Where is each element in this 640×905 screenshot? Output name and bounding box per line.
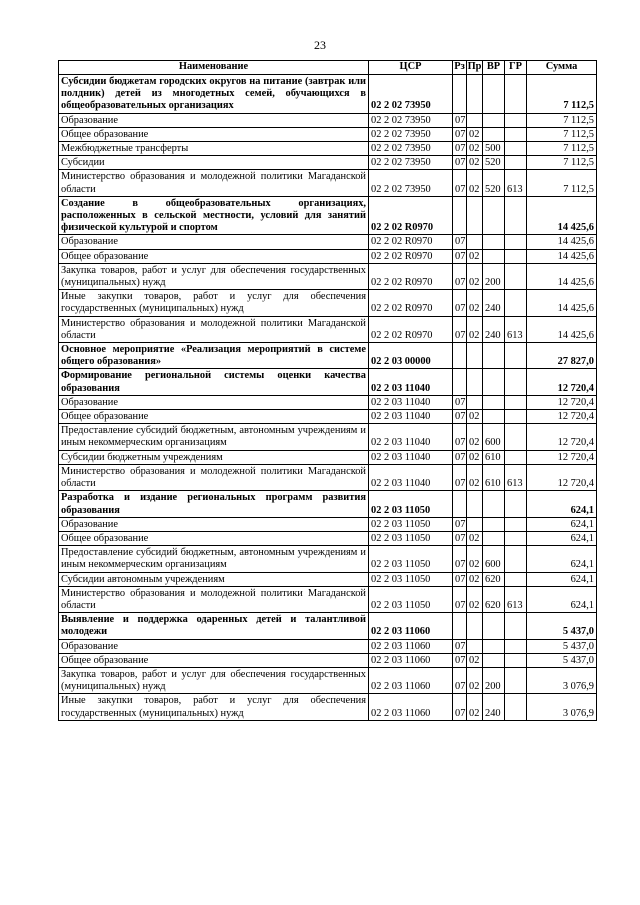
cell-pr: 02 [467,410,483,424]
cell-rz [453,613,467,639]
table-row [59,369,597,395]
cell-sum: 12 720,4 [527,424,597,450]
cell-sum: 3 076,9 [527,667,597,693]
cell-name: Иные закупки товаров, работ и услуг для обеспечения государственных (муниципальных) нужд [59,290,369,316]
cell-name: Субсидии автономным учреждениям [59,572,369,586]
cell-name: Основное мероприятие «Реализация мероприятий в системе общего образования» [59,343,369,369]
cell-gr [505,410,527,424]
cell-csr: 02 2 02 73950 [369,127,453,141]
cell-pr: 02 [467,249,483,263]
cell-csr: 02 2 03 11050 [369,572,453,586]
page-number: 23 [314,38,326,52]
cell-gr [505,639,527,653]
cell-name: Министерство образования и молодежной политики Магаданской области [59,464,369,490]
cell-vr [483,613,505,639]
cell-gr [505,491,527,517]
cell-sum: 5 437,0 [527,653,597,667]
cell-csr: 02 2 02 R0970 [369,290,453,316]
cell-rz [453,75,467,114]
cell-name: Предоставление субсидий бюджетным, автономным учреждениям и иным некоммерческим организациям [59,424,369,450]
cell-pr: 02 [467,531,483,545]
cell-pr [467,517,483,531]
table-row [59,156,597,170]
cell-sum: 624,1 [527,517,597,531]
cell-rz: 07 [453,572,467,586]
cell-pr [467,613,483,639]
cell-sum: 27 827,0 [527,343,597,369]
cell-vr [483,369,505,395]
cell-pr: 02 [467,263,483,289]
cell-rz: 07 [453,517,467,531]
cell-csr: 02 2 03 11040 [369,450,453,464]
cell-rz: 07 [453,290,467,316]
cell-rz [453,343,467,369]
cell-sum: 14 425,6 [527,290,597,316]
cell-csr: 02 2 02 73950 [369,142,453,156]
table-row [59,75,597,114]
cell-sum: 12 720,4 [527,464,597,490]
cell-rz: 07 [453,639,467,653]
cell-rz: 07 [453,316,467,342]
header-vr: ВР [483,61,505,75]
cell-rz: 07 [453,127,467,141]
cell-csr: 02 2 03 11050 [369,517,453,531]
cell-pr [467,75,483,114]
cell-vr [483,491,505,517]
cell-pr [467,395,483,409]
cell-pr: 02 [467,546,483,572]
table-row [59,586,597,612]
table-row [59,235,597,249]
cell-csr: 02 2 02 73950 [369,170,453,196]
cell-sum: 5 437,0 [527,639,597,653]
cell-sum: 624,1 [527,531,597,545]
cell-rz: 07 [453,263,467,289]
cell-name: Формирование региональной системы оценки качества образования [59,369,369,395]
cell-vr [483,127,505,141]
cell-pr: 02 [467,450,483,464]
table-body [59,75,597,721]
cell-name: Предоставление субсидий бюджетным, автономным учреждениям и иным некоммерческим организациям [59,546,369,572]
table-row [59,694,597,720]
cell-vr: 620 [483,586,505,612]
cell-csr: 02 2 02 R0970 [369,316,453,342]
cell-sum: 624,1 [527,586,597,612]
cell-vr [483,517,505,531]
cell-csr: 02 2 03 11040 [369,464,453,490]
table-row [59,653,597,667]
cell-gr [505,369,527,395]
cell-vr: 240 [483,290,505,316]
cell-sum: 7 112,5 [527,113,597,127]
cell-rz: 07 [453,235,467,249]
cell-csr: 02 2 03 11040 [369,410,453,424]
cell-gr [505,694,527,720]
cell-sum: 14 425,6 [527,263,597,289]
cell-vr: 620 [483,572,505,586]
cell-pr: 02 [467,464,483,490]
cell-csr: 02 2 03 11060 [369,667,453,693]
cell-name: Министерство образования и молодежной политики Магаданской области [59,316,369,342]
cell-csr: 02 2 03 11040 [369,395,453,409]
cell-name: Создание в общеобразовательных организациях, расположенных в сельской местности, условий для занятий физической культурой и спортом [59,196,369,235]
cell-pr: 02 [467,653,483,667]
header-sum: Сумма [527,61,597,75]
cell-vr [483,113,505,127]
cell-pr: 02 [467,694,483,720]
cell-vr: 520 [483,156,505,170]
cell-pr [467,113,483,127]
cell-gr [505,546,527,572]
cell-vr [483,343,505,369]
cell-pr: 02 [467,290,483,316]
cell-gr [505,450,527,464]
cell-vr: 610 [483,464,505,490]
table-row [59,395,597,409]
cell-sum: 7 112,5 [527,75,597,114]
cell-pr: 02 [467,586,483,612]
cell-gr [505,263,527,289]
cell-gr [505,517,527,531]
cell-sum: 12 720,4 [527,369,597,395]
cell-rz [453,369,467,395]
cell-vr: 500 [483,142,505,156]
cell-pr [467,639,483,653]
cell-rz: 07 [453,424,467,450]
cell-vr [483,235,505,249]
cell-pr: 02 [467,170,483,196]
cell-pr [467,369,483,395]
cell-gr [505,75,527,114]
cell-name: Выявление и поддержка одаренных детей и талантливой молодежи [59,613,369,639]
cell-vr: 600 [483,424,505,450]
cell-pr [467,343,483,369]
cell-gr [505,613,527,639]
header-rz: Рз [453,61,467,75]
cell-rz: 07 [453,113,467,127]
table-row [59,667,597,693]
table-row [59,290,597,316]
header-gr: ГР [505,61,527,75]
cell-csr: 02 2 03 00000 [369,343,453,369]
header-name: Наименование [59,61,369,75]
table-row [59,142,597,156]
cell-vr [483,653,505,667]
cell-rz: 07 [453,531,467,545]
cell-pr: 02 [467,156,483,170]
cell-sum: 14 425,6 [527,249,597,263]
cell-sum: 3 076,9 [527,694,597,720]
cell-csr: 02 2 03 11050 [369,546,453,572]
cell-sum: 624,1 [527,491,597,517]
table-row [59,464,597,490]
cell-sum: 624,1 [527,546,597,572]
cell-csr: 02 2 02 R0970 [369,249,453,263]
cell-sum: 7 112,5 [527,127,597,141]
cell-name: Межбюджетные трансферты [59,142,369,156]
cell-name: Министерство образования и молодежной политики Магаданской области [59,586,369,612]
cell-sum: 14 425,6 [527,196,597,235]
cell-rz: 07 [453,464,467,490]
table-row [59,196,597,235]
cell-name: Образование [59,517,369,531]
cell-csr: 02 2 03 11050 [369,531,453,545]
cell-vr: 600 [483,546,505,572]
cell-gr: 613 [505,170,527,196]
cell-vr [483,196,505,235]
cell-pr: 02 [467,316,483,342]
cell-csr: 02 2 03 11050 [369,586,453,612]
cell-gr: 613 [505,586,527,612]
cell-sum: 14 425,6 [527,235,597,249]
cell-pr: 02 [467,572,483,586]
table-row [59,249,597,263]
cell-rz: 07 [453,586,467,612]
table-row [59,127,597,141]
cell-name: Закупка товаров, работ и услуг для обеспечения государственных (муниципальных) нужд [59,263,369,289]
cell-csr: 02 2 03 11040 [369,424,453,450]
cell-rz: 07 [453,653,467,667]
table-row [59,410,597,424]
cell-gr [505,343,527,369]
cell-sum: 14 425,6 [527,316,597,342]
cell-csr: 02 2 03 11050 [369,491,453,517]
cell-vr [483,249,505,263]
cell-vr: 240 [483,316,505,342]
cell-sum: 7 112,5 [527,142,597,156]
cell-name: Образование [59,235,369,249]
table-row [59,316,597,342]
cell-csr: 02 2 02 73950 [369,75,453,114]
cell-name: Общее образование [59,653,369,667]
cell-pr: 02 [467,667,483,693]
table-row [59,170,597,196]
cell-rz: 07 [453,170,467,196]
table-row [59,572,597,586]
cell-sum: 5 437,0 [527,613,597,639]
cell-rz [453,491,467,517]
cell-vr [483,410,505,424]
cell-pr: 02 [467,127,483,141]
table-row [59,546,597,572]
cell-gr [505,667,527,693]
table-row [59,343,597,369]
cell-rz: 07 [453,156,467,170]
cell-sum: 12 720,4 [527,395,597,409]
cell-gr [505,113,527,127]
cell-sum: 12 720,4 [527,450,597,464]
cell-gr [505,249,527,263]
cell-vr: 200 [483,263,505,289]
cell-rz: 07 [453,395,467,409]
cell-gr [505,395,527,409]
cell-vr: 520 [483,170,505,196]
cell-name: Образование [59,113,369,127]
cell-csr: 02 2 03 11040 [369,369,453,395]
cell-sum: 7 112,5 [527,156,597,170]
cell-csr: 02 2 02 73950 [369,156,453,170]
cell-gr [505,196,527,235]
cell-name: Субсидии [59,156,369,170]
table-header-row [59,61,597,75]
cell-rz: 07 [453,410,467,424]
cell-csr: 02 2 03 11060 [369,639,453,653]
cell-rz: 07 [453,450,467,464]
cell-sum: 7 112,5 [527,170,597,196]
table-row [59,517,597,531]
budget-table [58,60,597,721]
cell-rz: 07 [453,546,467,572]
table-row [59,424,597,450]
table-row [59,491,597,517]
cell-name: Закупка товаров, работ и услуг для обеспечения государственных (муниципальных) нужд [59,667,369,693]
cell-sum: 624,1 [527,572,597,586]
cell-name: Министерство образования и молодежной политики Магаданской области [59,170,369,196]
cell-rz [453,196,467,235]
cell-csr: 02 2 03 11060 [369,653,453,667]
cell-name: Разработка и издание региональных программ развития образования [59,491,369,517]
cell-pr: 02 [467,424,483,450]
cell-name: Образование [59,395,369,409]
table-row [59,113,597,127]
cell-gr: 613 [505,464,527,490]
cell-gr [505,531,527,545]
cell-name: Субсидии бюджетным учреждениям [59,450,369,464]
cell-gr: 613 [505,316,527,342]
cell-name: Общее образование [59,249,369,263]
header-pr: Пр [467,61,483,75]
cell-pr [467,491,483,517]
cell-gr [505,424,527,450]
cell-pr [467,196,483,235]
table-row [59,531,597,545]
cell-name: Субсидии бюджетам городских округов на питание (завтрак или полдник) детей из многодетных семей, обучающихся в общеобразовательных организациях [59,75,369,114]
table-row [59,639,597,653]
cell-csr: 02 2 02 R0970 [369,235,453,249]
table-row [59,450,597,464]
cell-pr [467,235,483,249]
cell-vr [483,639,505,653]
cell-vr: 200 [483,667,505,693]
cell-gr [505,156,527,170]
cell-rz: 07 [453,249,467,263]
cell-vr [483,75,505,114]
cell-gr [505,235,527,249]
cell-vr: 240 [483,694,505,720]
cell-gr [505,572,527,586]
cell-rz: 07 [453,667,467,693]
cell-gr [505,290,527,316]
cell-gr [505,127,527,141]
cell-pr: 02 [467,142,483,156]
cell-csr: 02 2 02 73950 [369,113,453,127]
cell-rz: 07 [453,142,467,156]
cell-gr [505,653,527,667]
cell-name: Общее образование [59,531,369,545]
cell-name: Образование [59,639,369,653]
header-csr: ЦСР [369,61,453,75]
cell-vr [483,531,505,545]
cell-csr: 02 2 02 R0970 [369,263,453,289]
cell-sum: 12 720,4 [527,410,597,424]
cell-csr: 02 2 02 R0970 [369,196,453,235]
cell-name: Общее образование [59,127,369,141]
cell-vr [483,395,505,409]
cell-rz: 07 [453,694,467,720]
cell-vr: 610 [483,450,505,464]
table-row [59,263,597,289]
cell-csr: 02 2 03 11060 [369,694,453,720]
cell-name: Общее образование [59,410,369,424]
cell-gr [505,142,527,156]
cell-csr: 02 2 03 11060 [369,613,453,639]
table-row [59,613,597,639]
cell-name: Иные закупки товаров, работ и услуг для обеспечения государственных (муниципальных) нужд [59,694,369,720]
